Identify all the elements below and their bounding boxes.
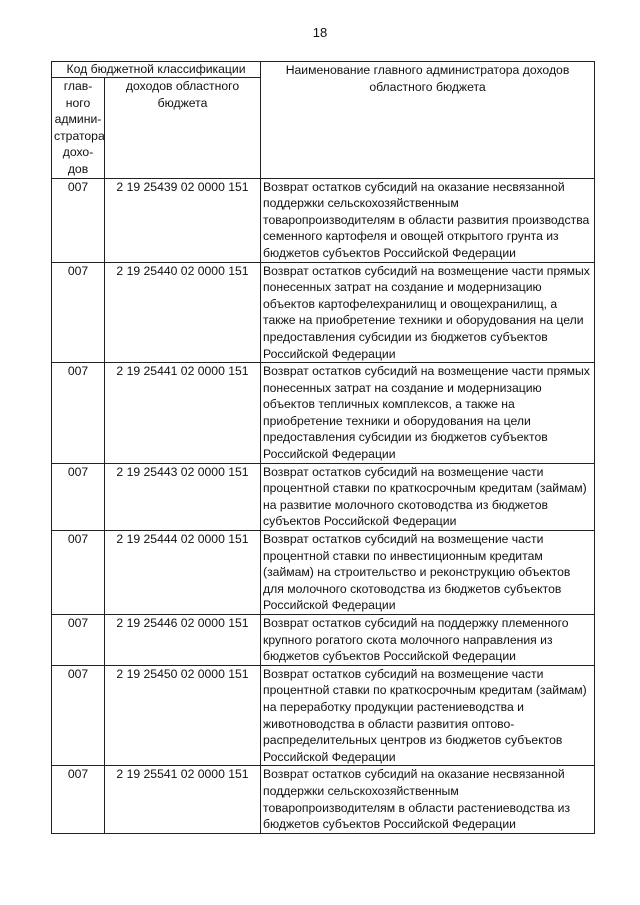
header-budget-classification-code: Код бюджетной классификации [52,62,261,78]
income-code-cell: 2 19 25439 02 0000 151 [105,178,261,262]
admin-code-cell: 007 [52,531,105,615]
income-name-cell: Возврат остатков субсидий на возмещение части процентной ставки по краткосрочным кредитам (займам) на переработку продукции растениеводства и животноводства в области развития оптово-распределительных центров из бюджетов субъектов Российской Федерации [261,665,595,766]
admin-code-cell: 007 [52,615,105,666]
table-row [52,463,595,530]
table-row [52,766,595,833]
income-code-cell: 2 19 25441 02 0000 151 [105,363,261,464]
income-name-cell: Возврат остатков субсидий на возмещение части прямых понесенных затрат на создание и модернизацию объектов картофелехранилищ и овощехранилищ, а также на приобретение техники и оборудования на цели предоставления субсидии из бюджетов субъектов Российской Федерации [261,262,595,363]
income-name-cell: Возврат остатков субсидий на оказание несвязанной поддержки сельскохозяйственным товаропроизводителям в области растениеводства из бюджетов субъектов Российской Федерации [261,766,595,833]
header-chief-administrator: глав-ного админи-стратора дохо-дов [52,78,105,179]
income-code-cell: 2 19 25440 02 0000 151 [105,262,261,363]
income-code-cell: 2 19 25450 02 0000 151 [105,665,261,766]
admin-code-cell: 007 [52,463,105,530]
table-row [52,262,595,363]
admin-code-cell: 007 [52,665,105,766]
admin-code-cell: 007 [52,178,105,262]
admin-code-cell: 007 [52,766,105,833]
income-code-cell: 2 19 25443 02 0000 151 [105,463,261,530]
table-row [52,615,595,666]
income-name-cell: Возврат остатков субсидий на поддержку племенного крупного рогатого скота молочного направления из бюджетов субъектов Российской Федерации [261,615,595,666]
income-name-cell: Возврат остатков субсидий на возмещение части прямых понесенных затрат на создание и модернизацию объектов тепличных комплексов, а также на приобретение техники и оборудования на цели предоставления субсидии из бюджетов субъектов Российской Федерации [261,363,595,464]
page-number: 18 [312,25,328,40]
table-header-row-1 [52,62,595,78]
table-row [52,363,595,464]
admin-code-cell: 007 [52,363,105,464]
income-name-cell: Возврат остатков субсидий на возмещение части процентной ставки по краткосрочным кредитам (займам) на развитие молочного скотоводства из бюджетов субъектов Российской Федерации [261,463,595,530]
header-regional-budget-income: доходов областного бюджета [105,78,261,179]
admin-code-cell: 007 [52,262,105,363]
table-row [52,178,595,262]
income-code-cell: 2 19 25541 02 0000 151 [105,766,261,833]
income-code-cell: 2 19 25446 02 0000 151 [105,615,261,666]
income-code-cell: 2 19 25444 02 0000 151 [105,531,261,615]
table-row [52,531,595,615]
income-name-cell: Возврат остатков субсидий на оказание несвязанной поддержки сельскохозяйственным товаропроизводителям в области развития производства семенного картофеля и овощей открытого грунта из бюджетов субъектов Российской Федерации [261,178,595,262]
table-row [52,665,595,766]
header-administrator-name: Наименование главного администратора доходов областного бюджета [261,62,595,179]
budget-classification-table [51,61,595,834]
income-name-cell: Возврат остатков субсидий на возмещение части процентной ставки по инвестиционным кредитам (займам) на строительство и реконструкцию объектов для молочного скотоводства из бюджетов субъектов Российской Федерации [261,531,595,615]
